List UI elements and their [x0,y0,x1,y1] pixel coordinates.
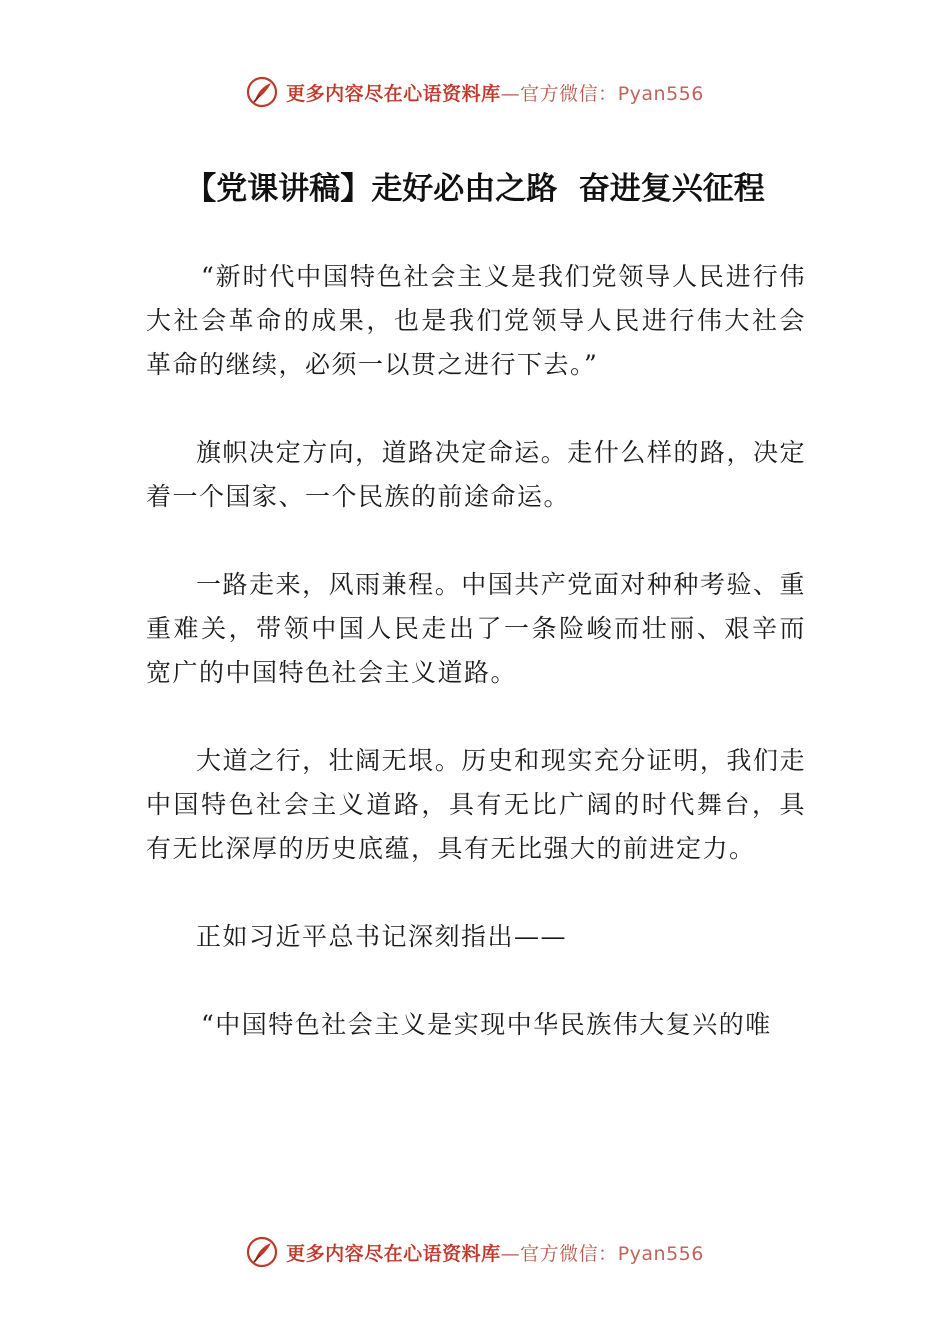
watermark-brand: 更多内容尽在心语资料库 [286,1242,501,1265]
paragraph-quote-1: “新时代中国特色社会主义是我们党领导人民进行伟大社会革命的成果，也是我们党领导人民进行伟大社会革命的继续，必须一以贯之进行下去。” [146,262,806,379]
watermark-wechat-label: 官方微信： [520,82,618,105]
paragraph-5: 正如习近平总书记深刻指出—— [196,922,568,951]
document-body [146,255,806,1091]
feather-pen-logo-icon [246,1236,278,1268]
paragraph-quote-6: “中国特色社会主义是实现中华民族伟大复兴的唯 [201,1010,772,1039]
watermark-text [286,79,704,106]
feather-pen-logo-icon [246,76,278,108]
paragraph-2: 旗帜决定方向，道路决定命运。走什么样的路，决定着一个国家、一个民族的前途命运。 [146,438,806,511]
watermark-separator: — [500,1242,521,1265]
watermark-brand: 更多内容尽在心语资料库 [286,82,501,105]
footer-watermark [0,1236,950,1268]
paragraph-4: 大道之行，壮阔无垠。历史和现实充分证明，我们走中国特色社会主义道路，具有无比广阔的时代舞台，具有无比深厚的历史底蕴，具有无比强大的前进定力。 [146,746,806,863]
paragraph-3: 一路走来，风雨兼程。中国共产党面对种种考验、重重难关，带领中国人民走出了一条险峻而壮丽、艰辛而宽广的中国特色社会主义道路。 [146,570,806,687]
watermark-handle: Pyan556 [617,1242,704,1265]
document-title: 【党课讲稿】走好必由之路 奋进复兴征程 [185,171,765,207]
watermark-separator: — [500,82,521,105]
watermark-text [286,1239,704,1266]
watermark-handle: Pyan556 [617,82,704,105]
header-watermark [0,76,950,108]
watermark-wechat-label: 官方微信： [520,1242,618,1265]
